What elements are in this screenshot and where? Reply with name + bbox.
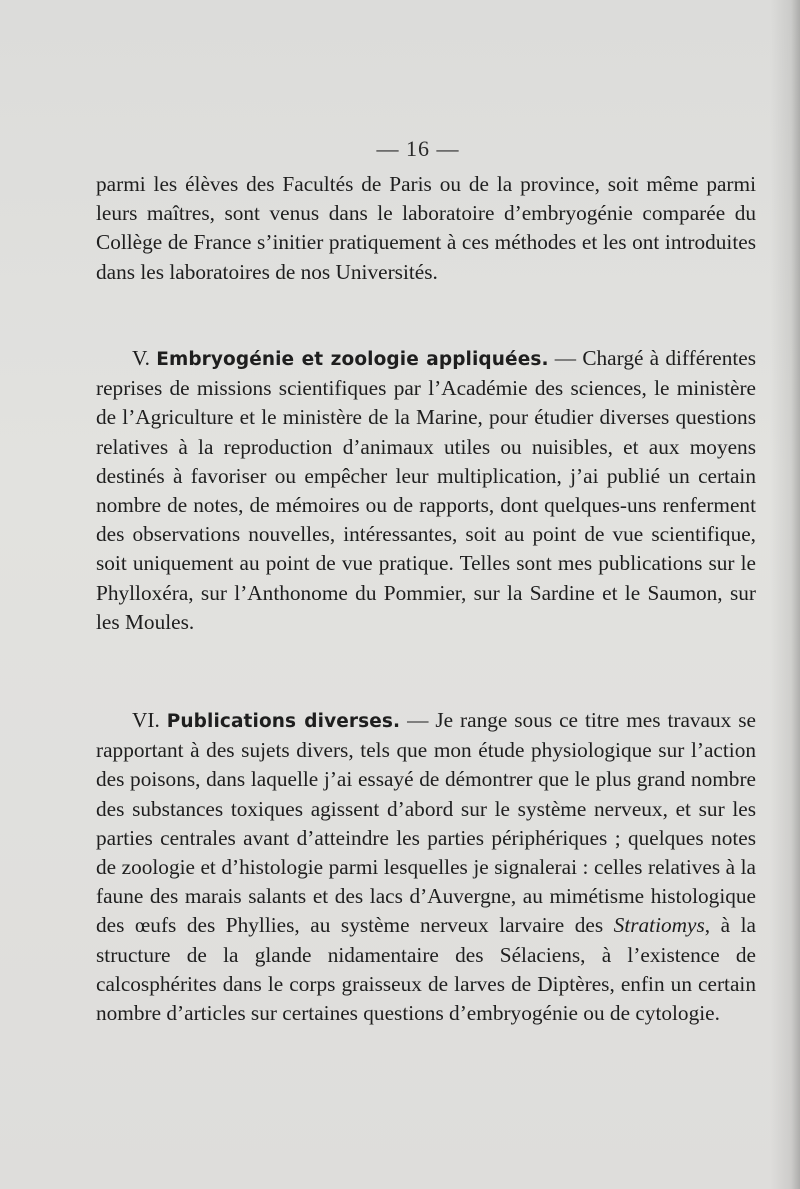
section-v-paragraph: [96, 344, 756, 637]
section-vi-italic-term: Stratiomys: [613, 913, 705, 938]
section-v-numeral: V.: [132, 346, 150, 370]
section-v-block: [96, 344, 756, 637]
section-vi-body-start: — Je range sous ce titre mes travaux se rapportant à des sujets divers, tels que mon étude physiologique sur l’action des poisons, dans laquelle j’ai essayé de démontrer que le plus grand nombre des substances toxiques agissent d’abord sur le système nerveux, et sur les parties centrales avant d’atteindre les parties périphériques ; quelques notes de zoologie et d’histologie parmi lesquelles je signalerai : celles relatives à la faune des marais salants et des lacs d’Auvergne, au mimétisme histologique des œufs des Phyllies, au système nerveux larvaire des: [96, 708, 757, 938]
section-v-title: Embryogénie et zoologie appliquées.: [156, 349, 549, 370]
page-edge-shadow: [770, 0, 800, 1189]
intro-paragraph: parmi les élèves des Facultés de Paris ou de la province, soit même parmi leurs maîtres, sont venus dans le laboratoire d’embryogénie comparée du Collège de France s’initier pratiquement à ces méthodes et les ont introduites dans les laboratoires de nos Universités.: [96, 172, 756, 284]
page-number: — 16 —: [376, 136, 460, 161]
section-vi-block: [96, 706, 756, 1028]
section-vi-body-end: , à la structure de la glande nidamentaire des Sélaciens, à l’existence de calcosphérites dans le corps graisseux de larves de Diptères, enfin un certain nombre d’articles sur certaines questions d’embryogénie ou de cytologie.: [96, 913, 756, 1026]
section-vi-paragraph: [96, 706, 756, 1028]
section-vi-numeral: VI.: [132, 708, 160, 732]
section-v-body: — Chargé à différentes reprises de missions scientifiques par l’Académie des sciences, le ministère de l’Agriculture et le ministère de la Marine, pour étudier diverses questions relatives à la reproduction d’animaux utiles ou nuisibles, et aux moyens destinés à favoriser ou empêcher leur multiplication, j’ai publié un certain nombre de notes, de mémoires ou de rapports, dont quelques-uns renferment des observations nouvelles, intéressantes, soit au point de vue scientifique, soit uniquement au point de vue pratique. Telles sont mes publications sur le Phylloxéra, sur l’Anthonome du Pommier, sur la Sardine et le Saumon, sur les Moules.: [96, 346, 756, 634]
section-vi-title: Publications diverses.: [166, 711, 401, 732]
intro-block: [96, 170, 756, 287]
